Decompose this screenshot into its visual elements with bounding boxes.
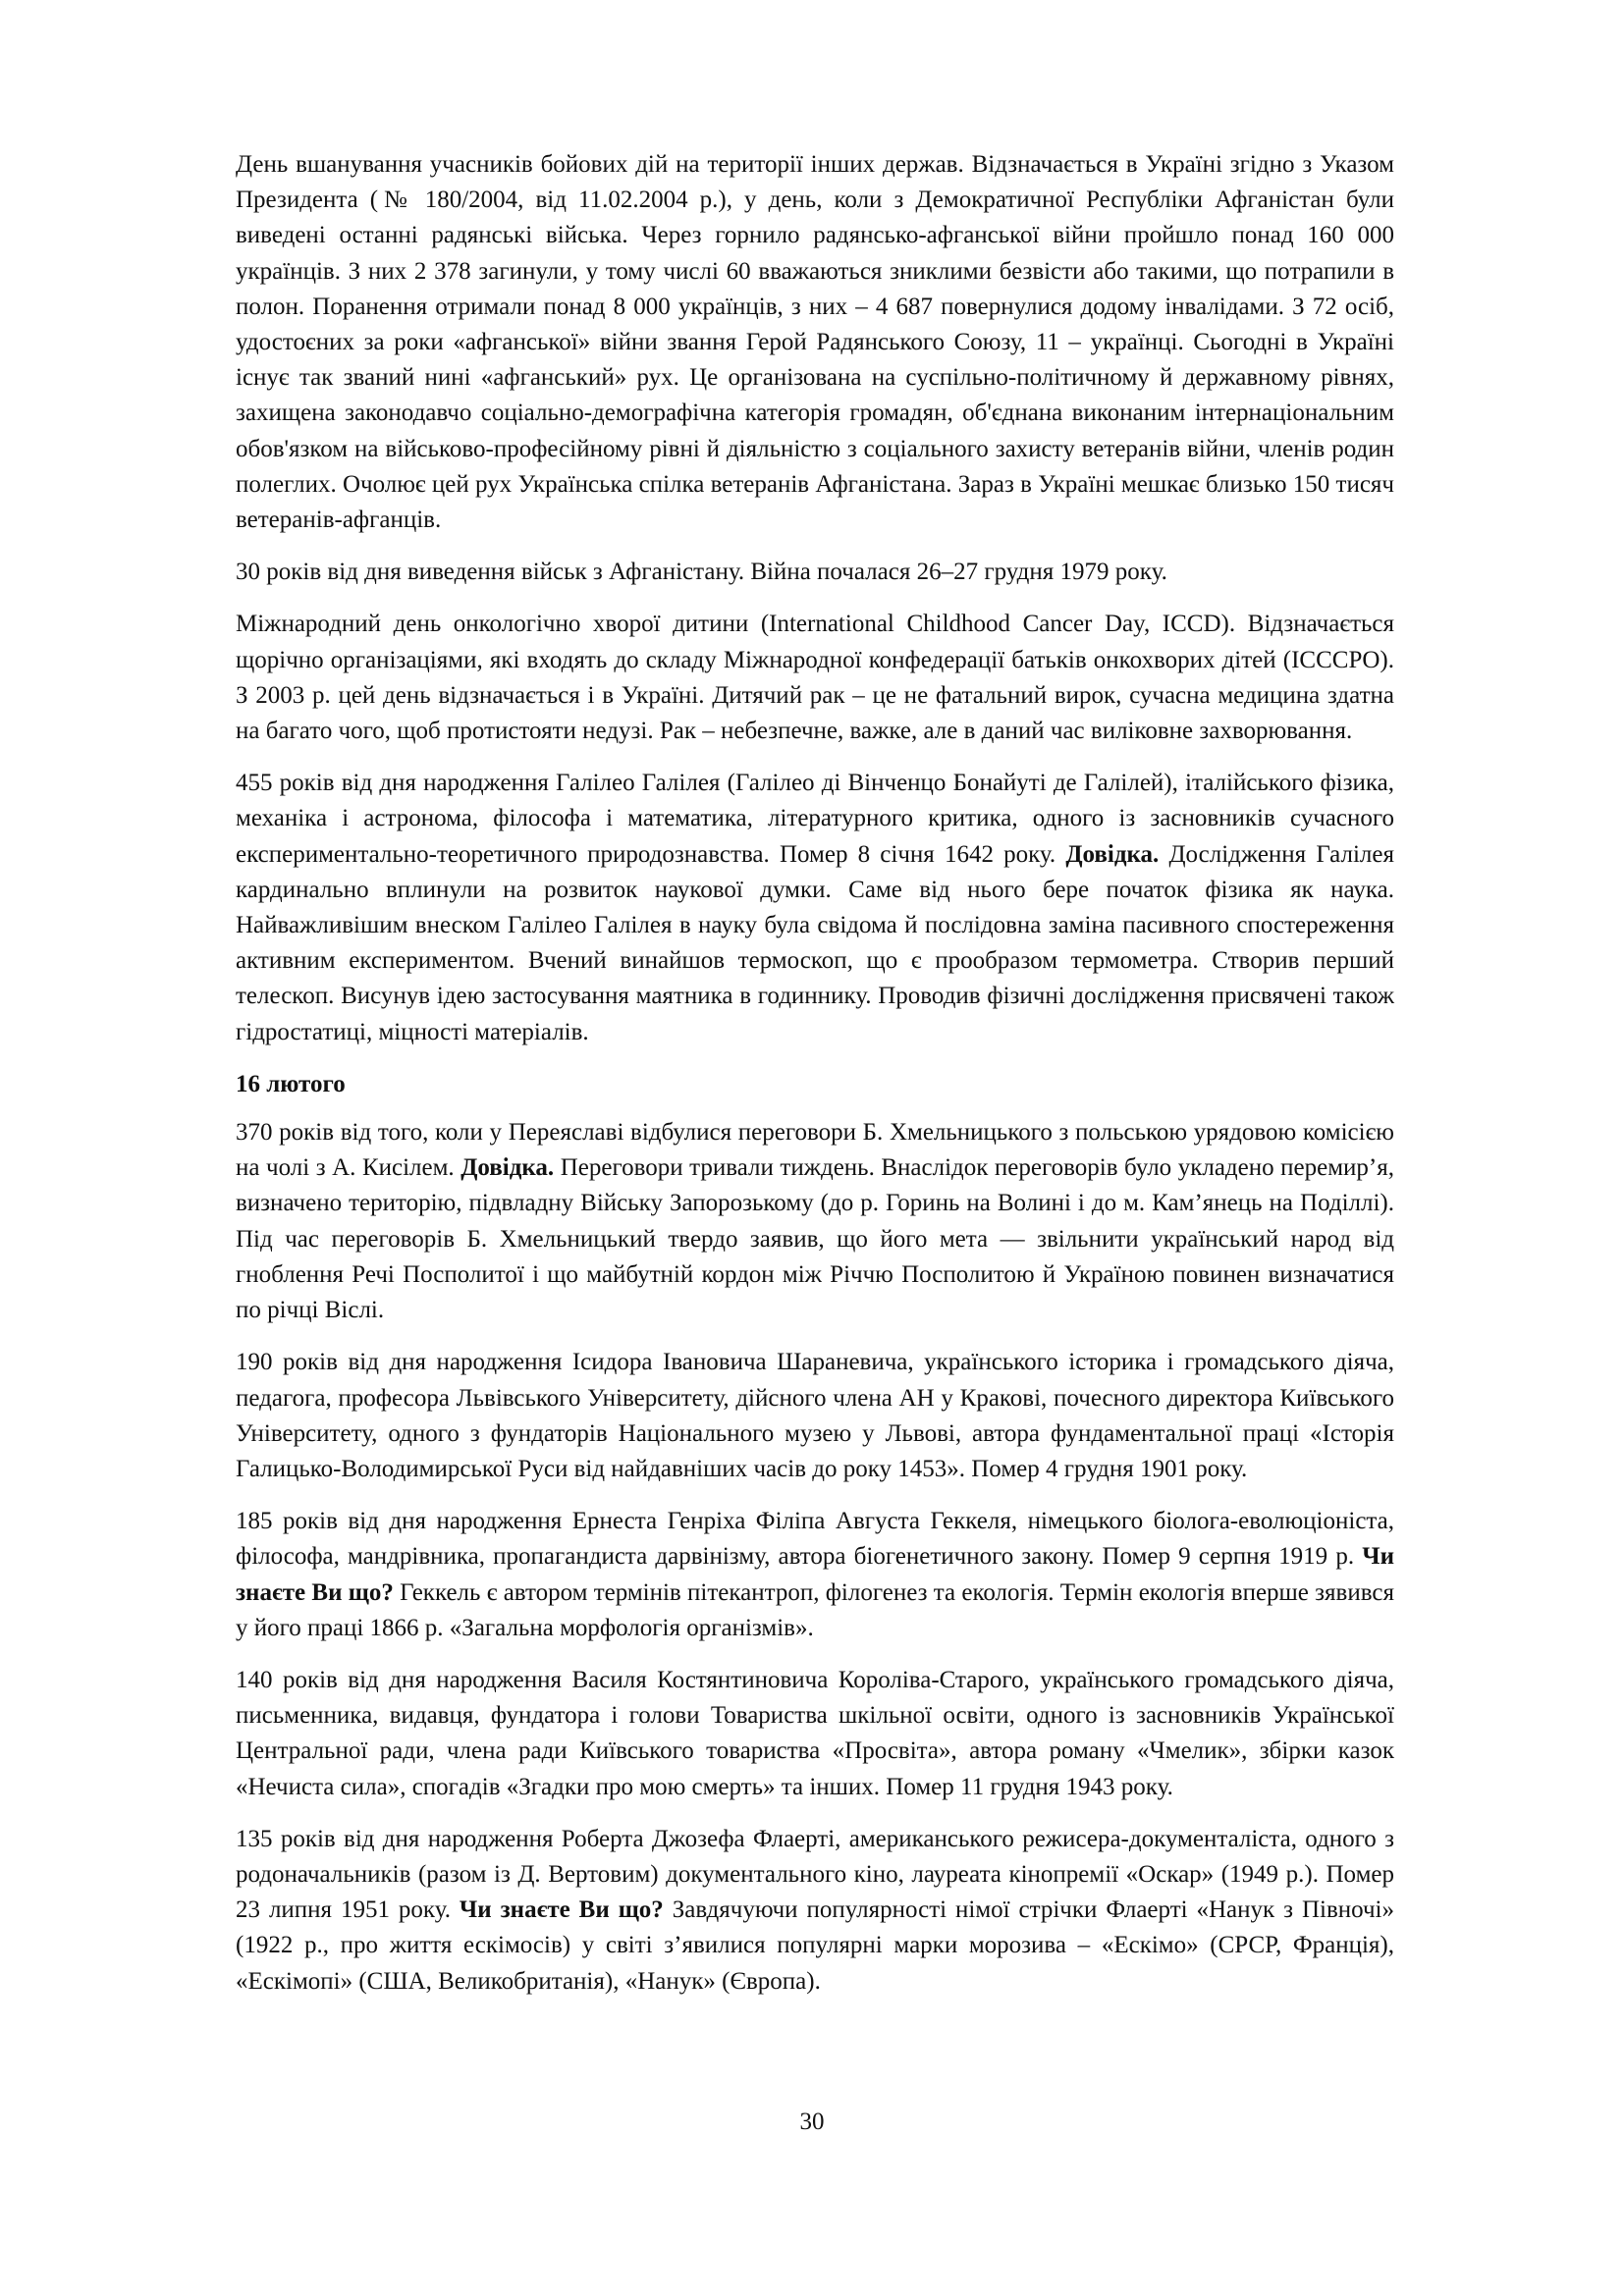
bold-lead-in: Чи знаєте Ви що? <box>236 1543 1394 1606</box>
paragraph-flaherty <box>236 1822 1394 2000</box>
heading-text: 16 лютого <box>236 1070 346 1097</box>
paragraph-childhood-cancer-day <box>236 607 1394 749</box>
bold-lead-in: Довідка. <box>1065 840 1160 868</box>
paragraph-afghan-veterans-day <box>236 147 1394 538</box>
paragraph-koroliv-staryi <box>236 1663 1394 1805</box>
paragraph-haeckel <box>236 1504 1394 1646</box>
paragraph-text: 455 років від дня народження Галілео Галілея (Галілео ді Вінченцо Бонайуті де Галілей), італійського фізика, механіка і астронома, філософа і математика, літературного критика, одного із засновників сучасного експериментально-теоретичного природознавства. Помер 8 січня 1642 року. <box>236 770 1394 868</box>
page-body <box>236 147 1394 2016</box>
paragraph-text: 30 років від дня виведення військ з Афганістану. Війна почалася 26–27 грудня 1979 року. <box>236 559 1167 586</box>
paragraph-text: День вшанування учасників бойових дій на території інших держав. Відзначається в Україні згідно з Указом Президента (№ 180/2004, від 11.02.2004 р.), у день, коли з Демократичної Республіки Афганістан були виведені останні радянські війська. Через горнило радянсько-афганської війни пройшло понад 160 000 українців. З них 2 378 загинули, у тому числі 60 вважаються зниклими безвісти або такими, що потрапили в полон. Поранення отримали понад 8 000 українців, з них – 4 687 повернулися додому інвалідами. З 72 осіб, удостоєних за роки «афганської» війни звання Герой Радянського Союзу, 11 – українці. Сьогодні в Україні існує так званий нині «афганський» рух. Це організована на суспільно-політичному й державному рівнях, захищена законодавчо соціально-демографічна категорія громадян, об'єднана виконаним інтернаціональним обов'язком на військово-професійному рівні й діяльністю з соціального захисту ветеранів війни, членів родин полеглих. Очолює цей рух Українська спілка ветеранів Афганістана. Зараз в Україні мешкає близько 150 тисяч ветеранів-афганців. <box>236 151 1394 534</box>
paragraph-text: 370 років від того, коли у Переяславі відбулися переговори Б. Хмельницького з польською урядовою комісією на чолі з А. Кисілем. <box>236 1119 1394 1182</box>
section-heading-date <box>236 1067 1394 1102</box>
paragraph-text: 135 років від дня народження Роберта Джозефа Флаерті, американського режисера-документаліста, одного з родоначальників (разом із Д. Вертовим) документального кіно, лауреата кінопремії «Оскар» (1949 р.). Помер 23 липня 1951 року. <box>236 1825 1394 1924</box>
paragraph-pereyaslav-negotiations <box>236 1115 1394 1328</box>
page-number: 30 <box>799 2109 825 2135</box>
paragraph-text: 190 років від дня народження Ісидора Івановича Шараневича, українського історика і громадського діяча, педагога, професора Львівського Університету, дійсного члена АН у Кракові, почесного директора Київського Університету, одного з фундаторів Національного музею у Львові, автора фундаментальної праці «Історія Галицько-Володимирської Руси від найдавніших часів до року 1453». Помер 4 грудня 1901 року. <box>236 1349 1394 1482</box>
paragraph-troop-withdrawal <box>236 555 1394 590</box>
paragraph-galileo <box>236 766 1394 1050</box>
bold-lead-in: Довідка. <box>460 1154 555 1182</box>
paragraph-text: Міжнародний день онкологічно хворої дитини (International Childhood Cancer Day, ICCD). Відзначається щорічно організаціями, які входять до складу Міжнародної конфедерації батьків онкохворих дітей (ICCCPO). З 2003 р. цей день відзначається і в Україні. Дитячий рак – це не фатальний вирок, сучасна медицина здатна на багато чого, щоб протистояти недузі. Рак – небезпечне, важке, але в даний час виліковне захворювання. <box>236 611 1394 745</box>
paragraph-tail: Дослідження Галілея кардинально вплинули на розвиток наукової думки. Саме від нього бере початок фізика як наука. Найважливішим внеском Галілео Галілея в науку була свідома й послідовна заміна пасивного спостереження активним експериментом. Вчений винайшов термоскоп, що є прообразом термометра. Створив перший телескоп. Висунув ідею застосування маятника в годиннику. Проводив фізичні дослідження присвячені також гідростатиці, міцності матеріалів. <box>236 840 1394 1045</box>
paragraph-tail: Геккель є автором термінів пітекантроп, філогенез та екологія. Термін екологія вперше зявився у його праці 1866 р. «Загальна морфологія організмів». <box>236 1578 1394 1641</box>
paragraph-tail: Переговори тривали тиждень. Внаслідок переговорів було укладено перемир’я, визначено територію, підвладну Війську Запорозькому (до р. Горинь на Волині і до м. Кам’янець на Поділлі). Під час переговорів Б. Хмельницький твердо заявив, що його мета — звільнити український народ від гноблення Речі Посполитої і що майбутній кордон між Річчю Посполитою й Україною повинен визначатися по річці Віслі. <box>236 1154 1395 1324</box>
paragraph-text: 185 років від дня народження Ернеста Генріха Філіпа Августа Геккеля, німецького біолога-еволюціоніста, філософа, мандрівника, пропагандиста дарвінізму, автора біогенетичного закону. Помер 9 серпня 1919 р. <box>236 1508 1394 1571</box>
paragraph-tail: Завдячуючи популярності німої стрічки Флаерті «Нанук з Півночі» (1922 р., про життя ескімосів) у світі з’явилися популярні марки морозива – «Ескімо» (СРСР, Франція), «Ескімопі» (США, Великобританія), «Нанук» (Європа). <box>236 1896 1394 1995</box>
paragraph-sharanevych <box>236 1345 1394 1487</box>
bold-lead-in: Чи знаєте Ви що? <box>459 1896 664 1924</box>
paragraph-text: 140 років від дня народження Василя Костянтиновича Королiва-Старого, українського громадського діяча, письменника, видавця, фундатора і голови Товариства шкільної освіти, одного із засновників Української Центральної ради, члена ради Київського товариства «Просвіта», автора роману «Чмелик», збірки казок «Нечиста сила», спогадів «Згадки про мою смерть» та інших. Помер 11 грудня 1943 року. <box>236 1666 1394 1800</box>
